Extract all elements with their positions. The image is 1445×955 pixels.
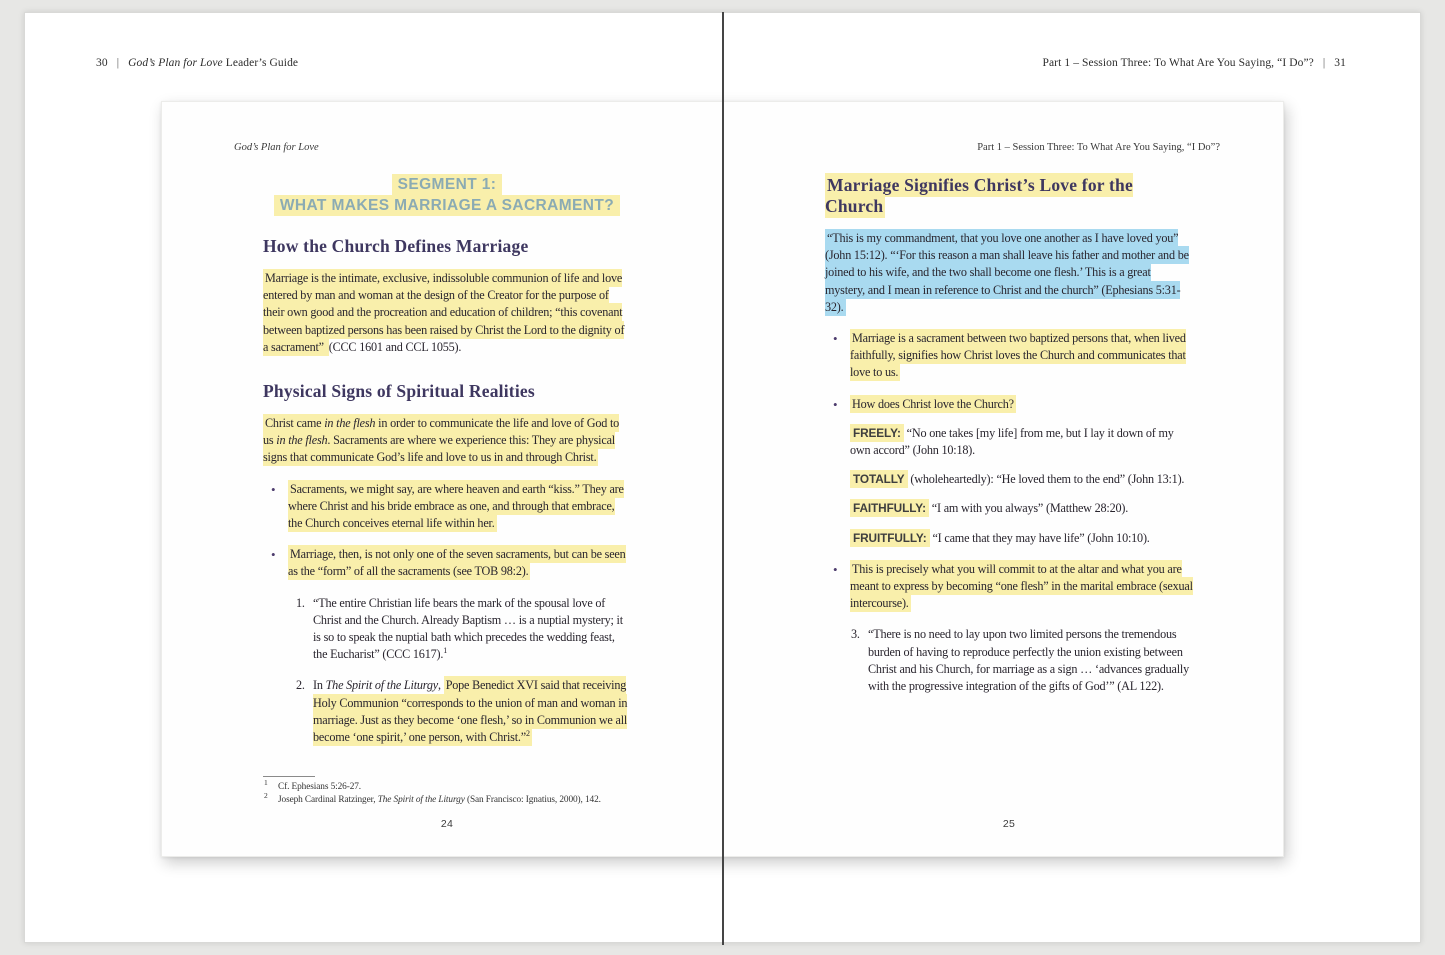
- love-label-totally: TOTALLY: [850, 470, 908, 488]
- highlighted-text-run: Marriage is the intimate, exclusive, indissoluble communion of life and love entered by man and woman at the design of the Creator for the purpose of their own good and the procreation and education of children; “this covenant between baptized persons has been raised by Christ the Lord to the dignity of a sacrament”: [263, 271, 625, 354]
- text-run: (San Francisco: Ignatius, 2000), 142.: [464, 795, 601, 805]
- outer-left-title-suffix: Leader’s Guide: [222, 57, 299, 69]
- blue-highlighted-text-run: “This is my commandment, that you love one another as I have loved you” (John 15:12). “‘For this reason a man shall leave his father and mother and be joined to his wife, and the two shall become one flesh.’ This is a great mystery, and I mean in reference to Christ and the church” (Ephesians 5:31-32).: [825, 231, 1189, 314]
- footnote-reference-1: 1: [443, 646, 448, 656]
- bullet-how-does-christ-love: [825, 396, 1193, 413]
- love-item-totally: [850, 471, 1193, 488]
- inner-right-page: [825, 102, 1220, 856]
- outer-right-page-number: 31: [1334, 57, 1346, 69]
- numbered-item-3: [825, 626, 1193, 695]
- header-separator: |: [116, 57, 120, 69]
- paragraph-physical-signs: [263, 415, 631, 467]
- header-separator: |: [1322, 57, 1326, 69]
- love-label-freely: FREELY:: [850, 424, 904, 442]
- love-label-faithfully: FAITHFULLY:: [850, 499, 929, 517]
- highlighted-text-run: Sacraments, we might say, are where heaven and earth “kiss.” They are where Christ and his bride embrace as one, and through that embrace, the Church conceives eternal life within her.: [288, 481, 624, 531]
- text-run: Pope Benedict XVI said that receiving Holy Communion “corresponds to the union of man and woman in marriage. Just as they become ‘one flesh,’ so in Communion we all become ‘one spirit,’ one person, with Christ.”: [313, 678, 628, 745]
- highlighted-heading-run: Marriage Signifies Christ’s Love for the Church: [825, 175, 1133, 216]
- inner-left-running-head: God’s Plan for Love: [234, 142, 319, 153]
- footnotes-block: [263, 776, 631, 807]
- italic-book-title: The Spirit of the Liturgy: [377, 795, 465, 805]
- text-run: . Sacraments are where we experience this: They are physical signs that communicate God’s life and love to us in and through Christ.: [263, 433, 615, 465]
- list-number: 2.: [296, 678, 305, 693]
- text-run: “I came that they may have life” (John 10:10).: [929, 530, 1150, 545]
- text-run: Cf. Ephesians 5:26-27.: [278, 782, 362, 792]
- bullet-marriage-is-sacrament: [825, 330, 1193, 382]
- highlighted-text-run: Marriage, then, is not only one of the seven sacraments, but can be seen as the “form” of all the sacraments (see TOB 98:2).: [288, 547, 626, 579]
- footnote-1: 1 Cf. Ephesians 5:26-27.: [264, 778, 362, 792]
- section-heading-physical-signs: Physical Signs of Spiritual Realities: [263, 381, 535, 402]
- inner-right-running-head: Part 1 – Session Three: To What Are You Saying, “I Do”?: [977, 142, 1220, 153]
- italic-run: in the flesh: [276, 433, 328, 448]
- love-item-faithfully: [850, 500, 1193, 517]
- highlighted-text-run: How does Christ love the Church?: [852, 396, 1014, 411]
- section-heading-church-defines-marriage: How the Church Defines Marriage: [263, 236, 529, 256]
- page-number-right: 25: [1002, 818, 1016, 830]
- segment-title-line-2: WHAT MAKES MARRIAGE A SACRAMENT?: [274, 195, 620, 216]
- numbered-item-2: [263, 677, 631, 746]
- text-run: “The entire Christian life bears the mark of the spousal love of Christ and the Church. Already Baptism … is a nuptial mystery; it is so to speak the nuptial bath which precedes the wedding feast, the Eucharist” (CCC 1617).: [313, 595, 623, 662]
- text-run: “No one takes [my life] from me, but I lay it down of my own accord” (John 10:18).: [850, 425, 1174, 458]
- pdf-page-sheet: [24, 12, 1421, 943]
- outer-running-header-left: [96, 57, 298, 69]
- plain-text-run: (CCC 1601 and CCL 1055).: [328, 339, 462, 354]
- outer-running-header-right: [1042, 57, 1346, 69]
- inner-left-page: [234, 102, 631, 856]
- bullet-commit-at-altar: [825, 561, 1193, 613]
- love-item-freely: [850, 425, 1193, 459]
- highlighted-text-run: Marriage is a sacrament between two baptized persons that, when lived faithfully, signifies how Christ loves the Church and communicates that love to us.: [850, 331, 1186, 380]
- highlighted-text-run: [263, 414, 619, 466]
- outer-right-session-title: Part 1 – Session Three: To What Are You Saying, “I Do”?: [1042, 57, 1314, 69]
- segment-title-line-1: SEGMENT 1:: [392, 174, 503, 195]
- text-run: “I am with you always” (Matthew 28:20).: [928, 501, 1129, 516]
- bullet-marriage-form-of-sacraments: [263, 546, 631, 580]
- outer-left-page-number: 30: [96, 57, 108, 69]
- numbered-item-1: [263, 595, 631, 664]
- paragraph-marriage-definition: [263, 270, 631, 356]
- love-label-fruitfully: FRUITFULLY:: [850, 529, 930, 547]
- text-run: In: [313, 678, 326, 693]
- segment-title: [263, 102, 631, 216]
- bullet-sacraments-heaven-earth: [263, 481, 631, 533]
- italic-run: in the flesh: [324, 416, 376, 431]
- text-run: Joseph Cardinal Ratzinger,: [278, 795, 378, 805]
- love-item-fruitfully: [850, 530, 1193, 547]
- text-run: ,: [437, 678, 444, 693]
- page-number-left: 24: [440, 818, 454, 830]
- text-run: Christ came: [265, 416, 325, 431]
- page-gutter-divider: [722, 12, 724, 945]
- list-number: 1.: [296, 595, 305, 610]
- highlighted-text-run: This is precisely what you will commit to at the altar and what you are meant to express by becoming “one flesh” in the marital embrace (sexual intercourse).: [850, 561, 1193, 611]
- footnote-reference-2: 2: [525, 729, 530, 738]
- italic-book-title: The Spirit of the Liturgy: [325, 678, 438, 693]
- section-heading-marriage-signifies: [825, 175, 1193, 217]
- footnote-rule: [263, 776, 315, 777]
- footnote-2: 2 Joseph Cardinal Ratzinger, The Spirit of the Liturgy (San Francisco: Ignatius, 2000), 142.: [264, 791, 601, 805]
- text-run: in order to communicate the life and love of God to us: [263, 416, 620, 448]
- list-number: 3.: [851, 627, 860, 642]
- scripture-quote-blue: [825, 230, 1193, 316]
- text-run: “There is no need to lay upon two limited persons the tremendous burden of having to reproduce perfectly the union existing between Christ and his Church, for marriage as a sign … ‘advances gradually with the progressive integration of the gifts of God’” (AL 122).: [868, 627, 1189, 694]
- text-run: (wholeheartedly): “He loved them to the end” (John 13:1).: [907, 472, 1185, 487]
- outer-left-book-title: God’s Plan for Love: [128, 57, 223, 69]
